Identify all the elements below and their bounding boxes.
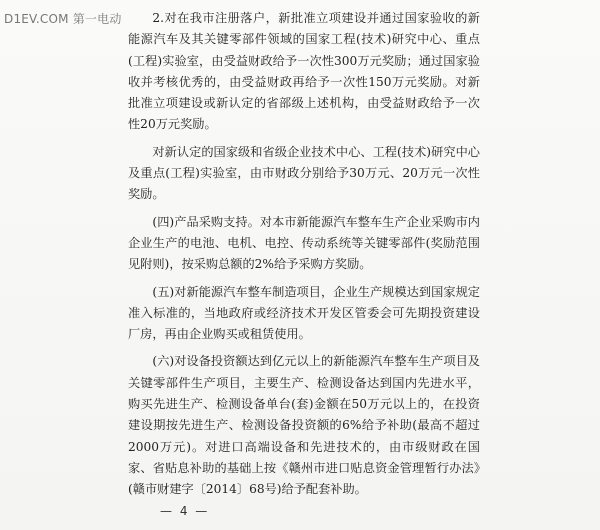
page-number: — 4 —	[160, 504, 210, 518]
document-body	[128, 8, 480, 501]
paragraph-vehicle-manufacturing: (五)对新能源汽车整车制造项目，企业生产规模达到国家规定准入标准的，当地政府或经济技术开发区管委会可先期投资建设厂房，再由企业购买或租赁使用。	[128, 284, 480, 342]
paragraph-tech-center-reward: 对新认定的国家级和省级企业技术中心、工程(技术)研究中心及重点(工程)实验室，由市财政分别给予30万元、20万元一次性奖励。	[128, 144, 480, 202]
site-watermark: D1EV.COM 第一电动	[4, 12, 122, 26]
paragraph-procurement-support: (四)产品采购支持。对本市新能源汽车整车生产企业采购市内企业生产的电池、电机、电控、传动系统等关键零部件(奖励范围见附则)，按采购总额的2%给予采购方奖励。	[128, 214, 480, 272]
paragraph-equipment-subsidy: (六)对设备投资额达到亿元以上的新能源汽车整车生产项目及关键零部件生产项目，主要生产、检测设备达到国内先进水平，购买先进生产、检测设备单台(套)金额在50万元以上的，在投资建设期按先进生产、检测设备投资额的6%给予补助(最高不超过2000万元)。对进口高端设备和先进技术的，由市级财政在国家、省贴息补助的基础上按《赣州市进口贴息资金管理暂行办法》(赣市财建字〔2014〕68号)给予配套补助。	[128, 354, 480, 497]
paragraph-research-center-reward: 2.对在我市注册落户，新批准立项建设并通过国家验收的新能源汽车及其关键零部件领域的国家工程(技术)研究中心、重点(工程)实验室，由受益财政给予一次性300万元奖励；通过国家验收并考核优秀的，由受益财政再给予一次性150万元奖励。对新批准立项建设或新认定的省部级上述机构，由受益财政给予一次性20万元奖励。	[128, 11, 480, 132]
